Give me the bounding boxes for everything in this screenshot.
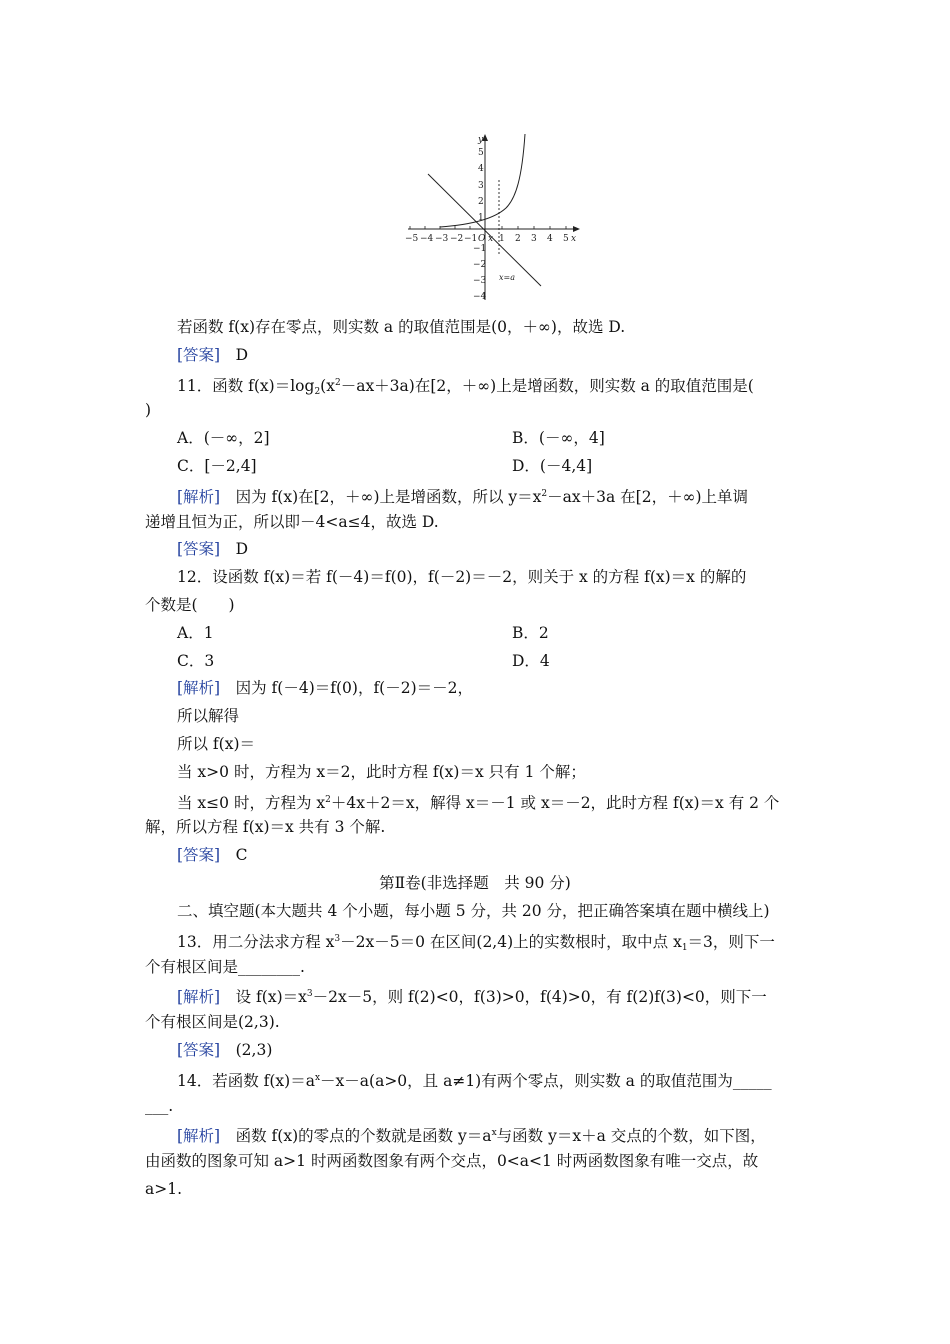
- answer-tag: [答案]: [177, 1041, 221, 1059]
- q14-stem-end: ___.: [145, 1097, 174, 1115]
- x-tick-label: 4: [547, 234, 553, 244]
- answer-value: C: [235, 846, 248, 864]
- q11-stem: 11．函数 $f(x)=\log_2(x^2-ax+3a)$在[2，＋∞)上是增函数，则实数 a 的取值范围是(: [177, 377, 754, 397]
- x-tick-label: −4: [420, 234, 434, 244]
- axis-label: y: [478, 135, 484, 145]
- axis-label: x: [571, 234, 577, 244]
- q12-analysis-6: 解，所以方程 f(x)＝x 共有 3 个解.: [145, 818, 386, 836]
- q12-analysis: [解析] 因为 f(－4)＝f(0)，f(－2)＝－2，: [177, 679, 473, 697]
- x-tick-label: 3: [531, 234, 537, 244]
- q11-stem-end: ): [145, 401, 152, 419]
- q14-analysis-cont: 由函数的图象可知 a>1 时两函数图象有两个交点，0<a<1 时两函数图象有唯一交点，故: [145, 1152, 759, 1170]
- q12-answer: [177, 844, 857, 866]
- origin-label: O: [478, 234, 486, 244]
- analysis-tag: [解析]: [177, 1127, 221, 1145]
- answer-tag: [答案]: [177, 846, 221, 864]
- dashed-line-label: x=a: [499, 273, 515, 282]
- answer-value: (2,3): [235, 1041, 273, 1059]
- q13-answer: [177, 1039, 857, 1061]
- q12-analysis-2: 所以解得: [177, 707, 240, 725]
- y-tick-label: 1: [478, 213, 484, 223]
- q12-option-d: D．4: [512, 652, 550, 670]
- x-axis-arrow: [573, 226, 580, 232]
- q14-analysis-end: a>1.: [145, 1180, 183, 1198]
- q13-stem-end: 个有根区间是________.: [145, 958, 305, 976]
- x-tick-label: 5: [563, 234, 569, 244]
- answer-tag: [答案]: [177, 540, 221, 558]
- y-tick-label: 3: [478, 181, 484, 191]
- x-tick-label: −3: [435, 234, 449, 244]
- q12-analysis-5: 当 x≤0 时，方程为 $x^2+4x+2=x$，解得 x＝－1 或 x＝－2，此时方程 f(x)＝x 有 2 个: [177, 794, 780, 812]
- analysis-tag: [解析]: [177, 679, 221, 697]
- q12-analysis-3: 所以 f(x)＝: [177, 735, 255, 753]
- q11-answer: [177, 538, 857, 560]
- x-tick-label: 1: [499, 234, 505, 244]
- y-tick-label: 2: [478, 197, 484, 207]
- analysis-tag: [解析]: [177, 488, 221, 506]
- q12-stem-end: 个数是( ): [145, 596, 235, 614]
- x-tick-label: −5: [405, 234, 419, 244]
- y-tick-label: −2: [473, 260, 487, 270]
- q11-option-b: B．(－∞，4]: [512, 429, 605, 447]
- q14-analysis: [解析] 函数 f(x)的零点的个数就是函数 $y=a^x$与函数 y＝x＋a 交点的个数，如下图，: [177, 1127, 766, 1145]
- answer-tag: [答案]: [177, 346, 221, 364]
- x-tick-label: −2: [450, 234, 464, 244]
- axis-label: x: [488, 234, 494, 244]
- section-heading: 二、填空题(本大题共 4 个小题，每小题 5 分，共 20 分，把正确答案填在题中横线上): [177, 902, 770, 920]
- q11-option-d: D．(－4,4]: [512, 457, 593, 475]
- q12-option-c: C．3: [177, 652, 215, 670]
- q11-option-a: A．(－∞，2]: [177, 429, 270, 447]
- q13-analysis: [解析] 设 $f(x)=x^3-2x-5$，则 f(2)<0，f(3)>0，f(4)>0，有 f(2)f(3)<0，则下一: [177, 988, 767, 1006]
- q13-analysis-cont: 个有根区间是(2,3).: [145, 1013, 280, 1031]
- q13-stem: 13．用二分法求方程 $x^3-2x-5=0$ 在区间(2,4)上的实数根时，取中点 $x_1=3$，则下一: [177, 933, 775, 953]
- q14-stem: 14．若函数 $f(x)=a^x-x-a(a>0$，且 a≠1)有两个零点，则实数 a 的取值范围为_____: [177, 1072, 772, 1090]
- q12-option-b: B．2: [512, 624, 549, 642]
- q12-option-a: A．1: [177, 624, 214, 642]
- part2-title: 第Ⅱ卷(非选择题 共 90 分): [379, 874, 571, 892]
- q11-option-c: C．[－2,4]: [177, 457, 257, 475]
- q11-analysis-cont: 递增且恒为正，所以即－4<a≤4，故选 D.: [145, 513, 439, 531]
- analysis-tag: [解析]: [177, 988, 221, 1006]
- q10-conclusion: 若函数 f(x)存在零点，则实数 a 的取值范围是(0，＋∞)，故选 D.: [177, 318, 626, 336]
- answer-value: D: [235, 540, 249, 558]
- answer-value: D: [235, 346, 249, 364]
- y-tick-label: −1: [473, 244, 487, 254]
- q12-analysis-4: 当 x>0 时，方程为 x＝2，此时方程 f(x)＝x 只有 1 个解；: [177, 763, 586, 781]
- q12-stem: 12．设函数 f(x)＝若 f(－4)＝f(0)，f(－2)＝－2，则关于 x 的方程 f(x)＝x 的解的: [177, 568, 747, 586]
- q10-answer: [177, 344, 857, 366]
- y-tick-label: 4: [478, 164, 484, 174]
- x-tick-label: 2: [515, 234, 521, 244]
- y-tick-label: −4: [473, 292, 487, 302]
- y-tick-label: −3: [473, 276, 487, 286]
- y-tick-label: 5: [478, 148, 484, 158]
- function-graph: [398, 128, 598, 306]
- x-tick-label: −1: [464, 234, 478, 244]
- q11-analysis: [解析] 因为 f(x)在[2，＋∞)上是增函数，所以 $y=x^2-ax+3a$ 在[2，＋∞)上单调: [177, 488, 749, 506]
